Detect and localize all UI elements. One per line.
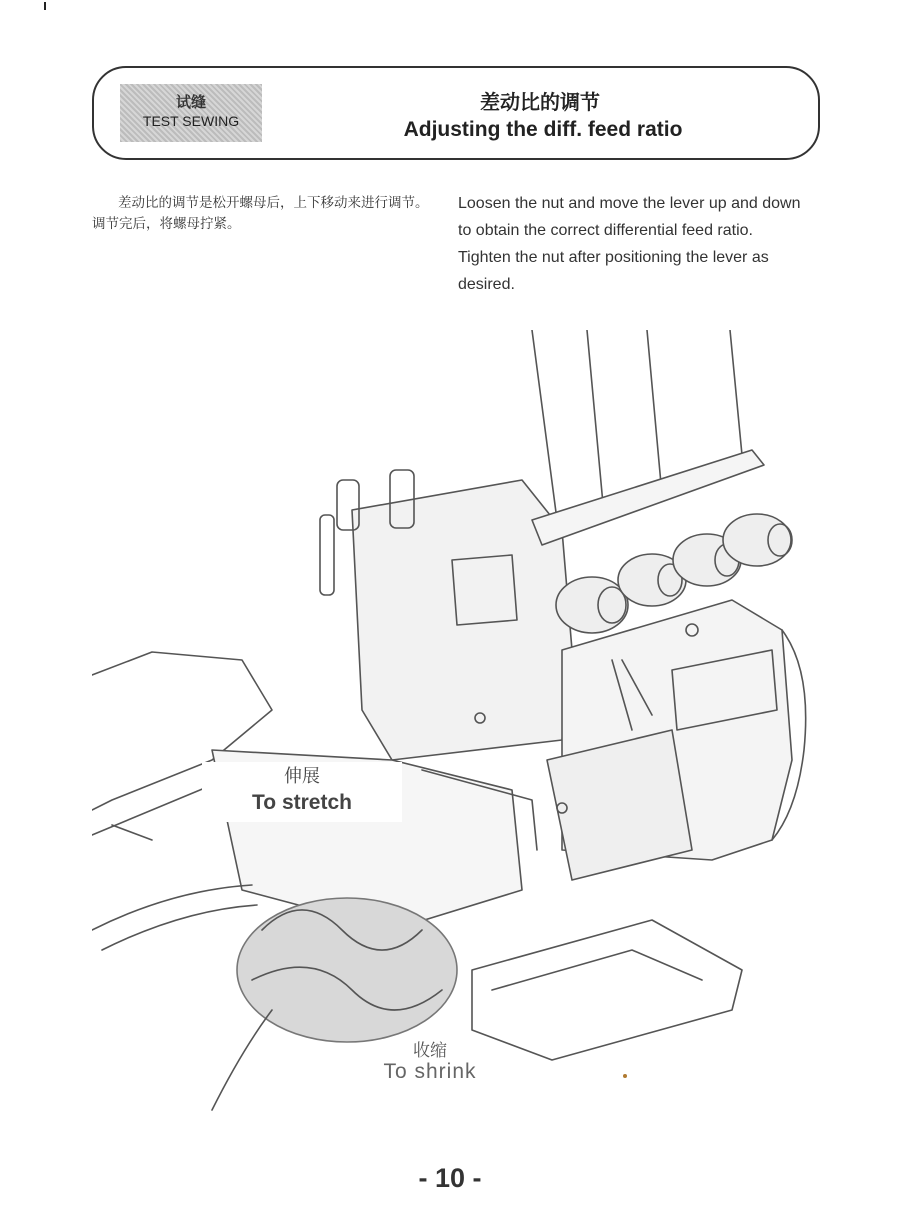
stretch-label-cn: 伸展 <box>284 766 320 787</box>
section-tab-cn: 试缝 <box>175 93 206 111</box>
instruction-text-cn: 差动比的调节是松开螺母后，上下移动来进行调节。调节完后，将螺母拧紧。 <box>92 195 429 232</box>
stretch-label-en: To stretch <box>252 791 352 814</box>
page-title-en: Adjusting the diff. feed ratio <box>403 118 683 141</box>
scan-mark <box>44 2 46 10</box>
scan-speck <box>623 1074 627 1078</box>
stretch-label <box>202 762 402 822</box>
shrink-label-en: To shrink <box>383 1060 477 1083</box>
instruction-paragraph: Tighten the nut after positioning the lever as desired. <box>458 249 769 293</box>
section-tab <box>120 84 262 142</box>
sewing-machine-illustration <box>92 330 812 1120</box>
instruction-paragraph: Loosen the nut and move the lever up and down to obtain the correct differential feed ratio. <box>458 195 801 239</box>
page-number: - 10 - <box>418 1163 482 1193</box>
page-title-cn: 差动比的调节 <box>480 90 600 114</box>
shrink-label-cn: 收缩 <box>413 1041 447 1061</box>
instruction-text-en <box>458 190 818 298</box>
section-tab-en: TEST SEWING <box>142 113 240 129</box>
